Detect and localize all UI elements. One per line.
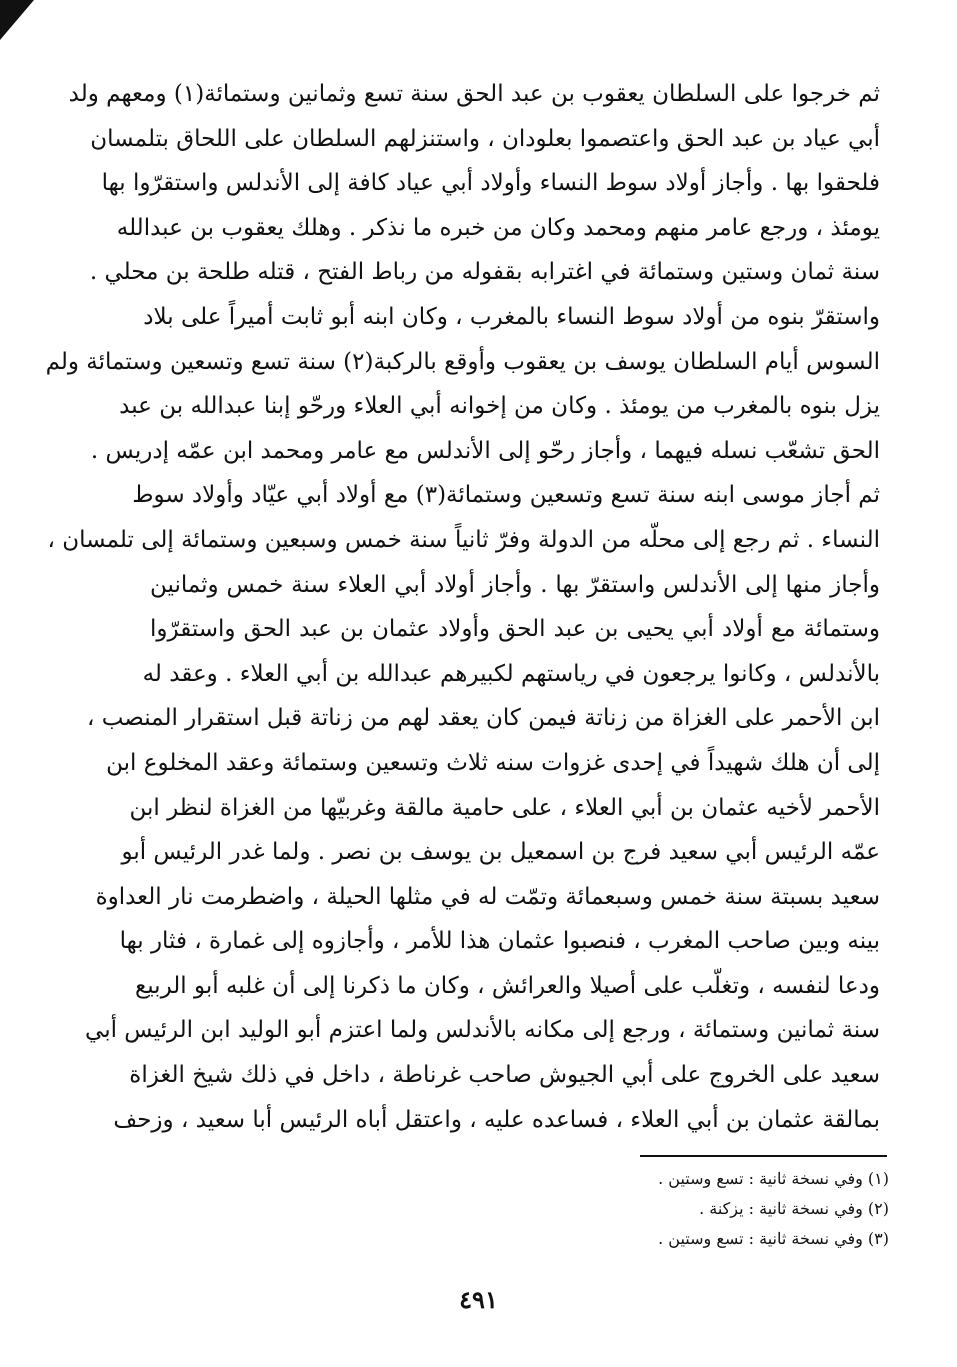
body-line: بالأندلس ، وكانوا يرجعون في رياستهم لكبيرهم عبدالله بن أبي العلاء . وعقد له: [142, 660, 880, 687]
body-line: بينه وبين صاحب المغرب ، فنصبوا عثمان هذا للأمر ، وأجازوه إلى غمارة ، فثار بها: [119, 928, 880, 955]
body-line: بمالقة عثمان بن أبي العلاء ، فساعده عليه ، واعتقل أباه الرئيس أبا سعيد ، وزحف: [113, 1106, 880, 1133]
body-line: السوس أيام السلطان يوسف بن يعقوب وأوقع بالركبة(٢) سنة تسع وتسعين وستمائة ولم: [45, 348, 880, 375]
body-line: الحق تشعّب نسله فيهما ، وأجاز رحّو إلى الأندلس مع عامر ومحمد ابن عمّه إدريس .: [90, 437, 880, 464]
footnote: (٣) وفي نسخة ثانية : تسع وستين .: [658, 1229, 889, 1248]
body-line: سعيد بسبتة سنة خمس وسبعمائة وتمّت له في مثلها الحيلة ، واضطرمت نار العداوة: [95, 883, 880, 910]
body-line: سعيد على الخروج على أبي الجيوش صاحب غرناطة ، داخل في ذلك شيخ الغزاة: [129, 1062, 880, 1089]
body-line: ثم أجاز موسى ابنه سنة تسع وتسعين وستمائة(٣) مع أولاد أبي عيّاد وأولاد سوط: [132, 482, 880, 509]
body-line: الأحمر لأخيه عثمان بن أبي العلاء ، على حامية مالقة وغربيّها من الغزاة لنظر ابن: [129, 794, 880, 821]
body-line: عمّه الرئيس أبي سعيد فرج بن اسمعيل بن يوسف بن نصر . ولما غدر الرئيس أبو: [121, 839, 880, 866]
body-line: أبي عياد بن عبد الحق واعتصموا بعلودان ، واستنزلهم السلطان على اللحاق بتلمسان: [90, 125, 880, 152]
page-body: [45, 72, 880, 1142]
body-line: يزل بنوه بالمغرب من يومئذ . وكان من إخوانه أبي العلاء ورحّو إبنا عبدالله بن عبد: [119, 393, 880, 420]
body-line: ثم خرجوا على السلطان يعقوب بن عبد الحق سنة تسع وثمانين وستمائة(١) ومعهم ولد: [68, 81, 880, 107]
body-line: واستقرّ بنوه من أولاد سوط النساء بالمغرب ، وكان ابنه أبو ثابت أميراً على بلاد: [143, 303, 880, 330]
body-line: فلحقوا بها . وأجاز أولاد سوط النساء وأولاد أبي عياد كافة إلى الأندلس واستقرّوا بها: [101, 170, 880, 197]
body-line: وستمائة مع أولاد أبي يحيى بن عبد الحق وأولاد عثمان بن عبد الحق واستقرّوا: [150, 616, 880, 643]
body-line: ودعا لنفسه ، وتغلّب على أصيلا والعرائش ، وكان ما ذكرنا إلى أن غلبه أبو الربيع: [134, 972, 880, 999]
body-line: سنة ثمان وستين وستمائة في اغترابه بقفوله من رباط الفتح ، قتله طلحة بن محلي .: [89, 259, 880, 286]
footnote: (٢) وفي نسخة ثانية : يزكنة .: [699, 1199, 889, 1218]
page-number: ٤٩١: [459, 1285, 498, 1314]
body-line: النساء . ثم رجع إلى محلّه من الدولة وفرّ ثانياً سنة خمس وسبعين وستمائة إلى تلمسان ،: [47, 526, 880, 553]
footnotes: [589, 1164, 889, 1254]
body-line: يومئذ ، ورجع عامر منهم ومحمد وكان من خبره ما نذكر . وهلك يعقوب بن عبدالله: [116, 214, 880, 241]
body-line: سنة ثمانين وستمائة ، ورجع إلى مكانه بالأندلس ولما اعتزم أبو الوليد ابن الرئيس أبي: [85, 1017, 880, 1044]
body-line: وأجاز منها إلى الأندلس واستقرّ بها . وأجاز أولاد أبي العلاء سنة خمس وثمانين: [150, 571, 880, 598]
body-line: إلى أن هلك شهيداً في إحدى غزوات سنه ثلاث وتسعين وستمائة وعقد المخلوع ابن: [106, 749, 880, 776]
footnote: (١) وفي نسخة ثانية : تسع وستين .: [658, 1169, 889, 1188]
footnote-separator: [640, 1155, 887, 1157]
body-line: ابن الأحمر على الغزاة من زناتة فيمن كان يعقد لهم من زناتة قبل استقرار المنصب ،: [86, 705, 880, 732]
corner-mark: [0, 0, 34, 40]
